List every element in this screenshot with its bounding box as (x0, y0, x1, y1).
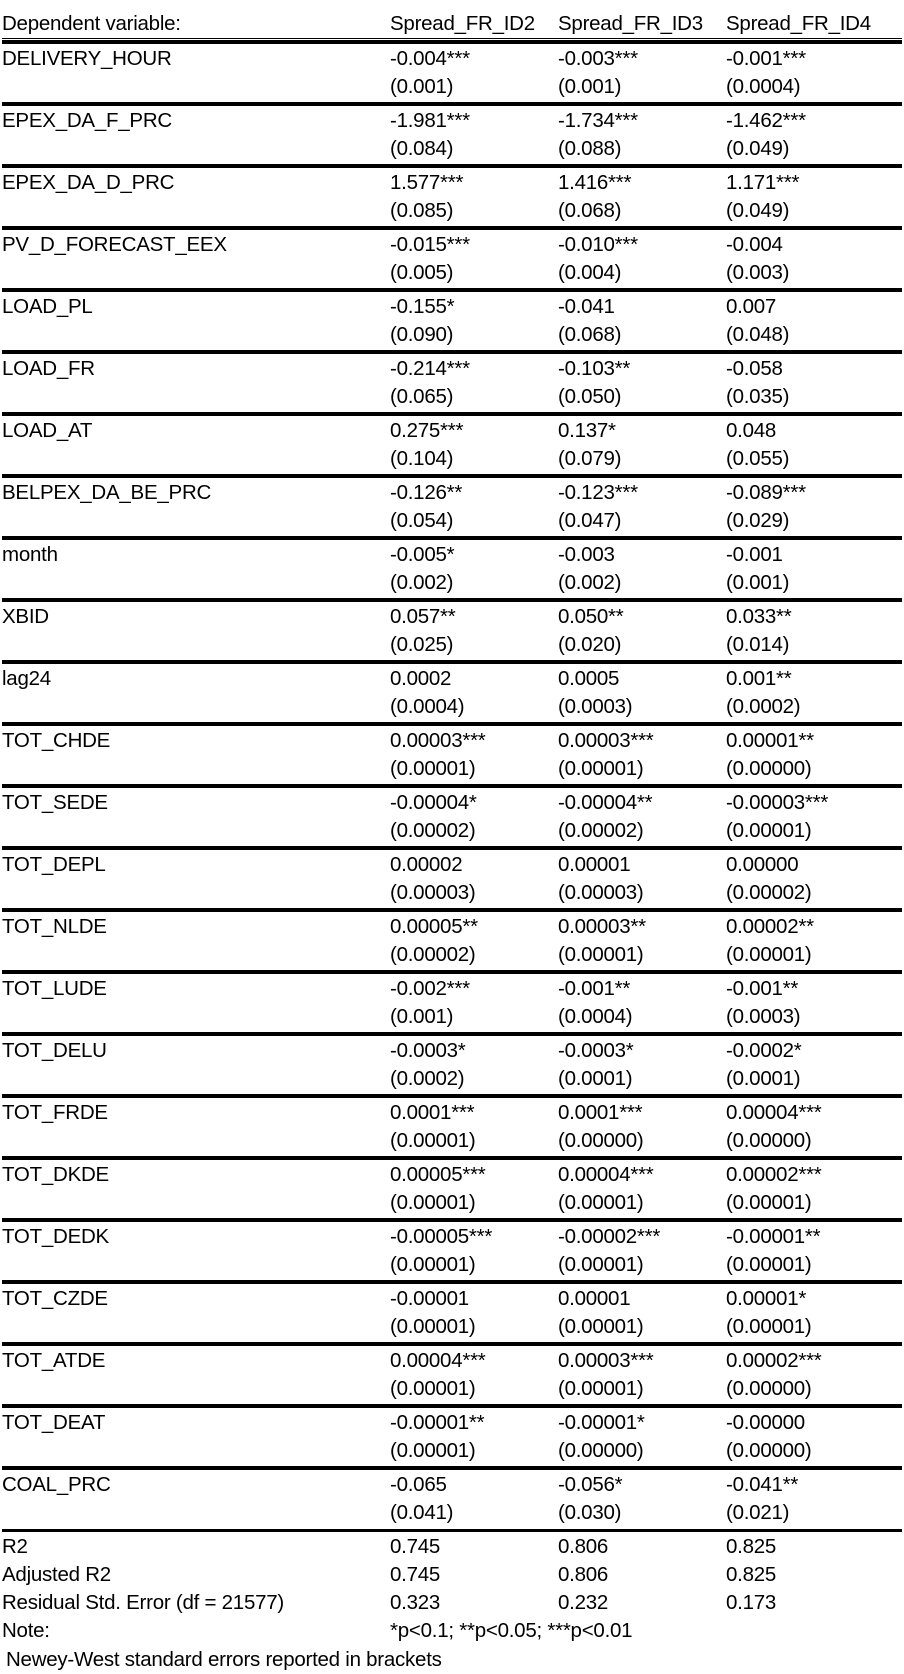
variable-name: PV_D_FORECAST_EEX (2, 233, 227, 256)
variable-name-spacer (2, 569, 390, 597)
standard-error-1: (0.041) (390, 1501, 454, 1524)
coefficient-estimate-2: 0.00003*** (558, 729, 654, 752)
standard-error-row (2, 445, 902, 473)
coefficient-estimate-3: -0.001 (726, 543, 783, 566)
variable-name-spacer (2, 693, 390, 721)
horizontal-rule (2, 1218, 902, 1222)
coefficient-estimate-1: -0.214*** (390, 357, 470, 380)
significance-legend: *p<0.1; **p<0.05; ***p<0.01 (390, 1619, 633, 1642)
variable-name: TOT_SEDE (2, 791, 108, 814)
coefficient-estimate-2: -0.00004** (558, 791, 653, 814)
horizontal-rule (2, 846, 902, 850)
coefficient-row (2, 1223, 902, 1251)
coefficient-estimate-3: 0.007 (726, 295, 777, 318)
coefficient-estimate-1: -0.002*** (390, 977, 470, 1000)
standard-error-3: (0.049) (726, 137, 790, 160)
standard-error-3: (0.003) (726, 261, 790, 284)
standard-error-1: (0.104) (390, 447, 454, 470)
coefficient-estimate-1: 0.275*** (390, 419, 464, 442)
coefficient-estimate-1: 0.00005*** (390, 1163, 486, 1186)
coefficient-estimate-3: 0.033** (726, 605, 792, 628)
coefficient-estimate-2: 0.0001*** (558, 1101, 643, 1124)
coefficient-estimate-1: 0.0001*** (390, 1101, 475, 1124)
statistic-value-2: 0.806 (558, 1535, 609, 1558)
horizontal-rule (2, 536, 902, 540)
standard-error-1: (0.00001) (390, 1315, 476, 1338)
coefficient-estimate-3: 0.00001* (726, 1287, 807, 1310)
coefficient-estimate-3: 1.171*** (726, 171, 800, 194)
variable-name-spacer (2, 73, 390, 101)
standard-error-2: (0.00003) (558, 881, 644, 904)
variable-name: TOT_CZDE (2, 1287, 108, 1310)
coefficient-row (2, 1409, 902, 1437)
standard-error-row (2, 817, 902, 845)
variable-name-spacer (2, 321, 390, 349)
variable-name: COAL_PRC (2, 1473, 111, 1496)
coefficient-estimate-3: -0.0002* (726, 1039, 802, 1062)
coefficient-estimate-2: -0.103** (558, 357, 631, 380)
standard-error-3: (0.00001) (726, 1315, 812, 1338)
coefficient-row (2, 293, 902, 321)
standard-error-row (2, 1437, 902, 1465)
coefficient-row (2, 603, 902, 631)
standard-error-3: (0.001) (726, 571, 790, 594)
horizontal-rule (2, 1529, 902, 1532)
variable-name-spacer (2, 755, 390, 783)
coefficient-row (2, 107, 902, 135)
coefficient-estimate-3: -0.041** (726, 1473, 799, 1496)
coefficient-row (2, 479, 902, 507)
standard-error-2: (0.00000) (558, 1439, 644, 1462)
variable-name: LOAD_PL (2, 295, 93, 318)
standard-error-1: (0.00001) (390, 1377, 476, 1400)
standard-error-row (2, 135, 902, 163)
coefficient-estimate-3: -0.001*** (726, 47, 806, 70)
standard-error-row (2, 1189, 902, 1217)
variable-name: TOT_ATDE (2, 1349, 106, 1372)
variable-name-spacer (2, 135, 390, 163)
standard-error-row (2, 259, 902, 287)
standard-error-2: (0.00001) (558, 1191, 644, 1214)
coefficient-estimate-1: -0.005* (390, 543, 455, 566)
coefficient-estimate-3: 0.00002** (726, 915, 814, 938)
horizontal-rule (2, 908, 902, 912)
horizontal-rule (2, 350, 902, 354)
coefficient-estimate-1: 0.00005** (390, 915, 478, 938)
horizontal-rule (2, 722, 902, 726)
variable-name-spacer (2, 1499, 390, 1527)
coefficient-estimate-2: 1.416*** (558, 171, 632, 194)
coefficient-row (2, 1471, 902, 1499)
coefficient-estimate-3: -0.089*** (726, 481, 806, 504)
horizontal-rule (2, 784, 902, 788)
standard-error-1: (0.002) (390, 571, 454, 594)
standard-error-3: (0.0002) (726, 695, 801, 718)
standard-error-3: (0.0004) (726, 75, 801, 98)
horizontal-rule (2, 102, 902, 106)
standard-error-3: (0.055) (726, 447, 790, 470)
variable-name: EPEX_DA_F_PRC (2, 109, 172, 132)
standard-error-1: (0.085) (390, 199, 454, 222)
variable-name-spacer (2, 259, 390, 287)
coefficient-estimate-3: -1.462*** (726, 109, 806, 132)
standard-error-3: (0.00000) (726, 757, 812, 780)
coefficient-estimate-1: -1.981*** (390, 109, 470, 132)
statistic-name: Adjusted R2 (2, 1563, 111, 1586)
coefficient-estimate-1: 0.00002 (390, 853, 463, 876)
horizontal-rule (2, 1342, 902, 1346)
coefficient-estimate-2: 0.00004*** (558, 1163, 654, 1186)
variable-name-spacer (2, 383, 390, 411)
standard-error-2: (0.0004) (558, 1005, 633, 1028)
coefficient-estimate-1: -0.155* (390, 295, 455, 318)
coefficient-estimate-2: 0.00001 (558, 853, 631, 876)
statistic-name: Residual Std. Error (df = 21577) (2, 1591, 284, 1614)
coefficient-estimate-1: -0.004*** (390, 47, 470, 70)
coefficient-estimate-2: 0.00001 (558, 1287, 631, 1310)
statistic-value-3: 0.173 (726, 1591, 777, 1614)
coefficient-row (2, 789, 902, 817)
coefficient-estimate-3: -0.00001** (726, 1225, 821, 1248)
coefficient-estimate-2: -0.00002*** (558, 1225, 661, 1248)
variable-name: TOT_DKDE (2, 1163, 109, 1186)
statistic-value-1: 0.745 (390, 1563, 441, 1586)
standard-error-row (2, 1127, 902, 1155)
standard-error-2: (0.001) (558, 75, 622, 98)
coefficient-row (2, 231, 902, 259)
standard-error-2: (0.00001) (558, 943, 644, 966)
coefficient-row (2, 1347, 902, 1375)
coefficient-row (2, 45, 902, 73)
dependent-variable-label: Dependent variable: (2, 10, 390, 39)
variable-name: TOT_LUDE (2, 977, 107, 1000)
standard-error-2: (0.050) (558, 385, 622, 408)
standard-error-3: (0.00001) (726, 819, 812, 842)
standard-error-2: (0.004) (558, 261, 622, 284)
coefficient-estimate-3: 0.00004*** (726, 1101, 822, 1124)
standard-error-1: (0.025) (390, 633, 454, 656)
standard-errors-note: Newey-West standard errors reported in brackets (6, 1648, 442, 1671)
coefficient-estimate-3: -0.058 (726, 357, 783, 380)
variable-name: BELPEX_DA_BE_PRC (2, 481, 212, 504)
horizontal-rule (2, 598, 902, 602)
standard-error-2: (0.088) (558, 137, 622, 160)
variable-name-spacer (2, 631, 390, 659)
statistic-row (2, 1561, 902, 1589)
regression-table (2, 10, 902, 1674)
standard-error-3: (0.00002) (726, 881, 812, 904)
horizontal-rule (2, 288, 902, 292)
variable-name-spacer (2, 1003, 390, 1031)
standard-error-1: (0.005) (390, 261, 454, 284)
coefficient-estimate-3: -0.001** (726, 977, 799, 1000)
horizontal-rule (2, 1156, 902, 1160)
horizontal-rule (2, 1280, 902, 1284)
standard-error-row (2, 693, 902, 721)
coefficient-estimate-1: -0.00001** (390, 1411, 485, 1434)
statistic-row (2, 1533, 902, 1561)
coefficient-estimate-1: -0.0003* (390, 1039, 466, 1062)
variable-name: TOT_NLDE (2, 915, 107, 938)
standard-error-3: (0.021) (726, 1501, 790, 1524)
standard-error-2: (0.068) (558, 199, 622, 222)
standard-error-3: (0.0001) (726, 1067, 801, 1090)
standard-error-3: (0.029) (726, 509, 790, 532)
variable-name: XBID (2, 605, 49, 628)
column-header-1: Spread_FR_ID2 (390, 10, 558, 39)
standard-error-3: (0.014) (726, 633, 790, 656)
coefficient-estimate-2: 0.00003*** (558, 1349, 654, 1372)
variable-name-spacer (2, 1251, 390, 1279)
coefficient-row (2, 851, 902, 879)
standard-error-row (2, 631, 902, 659)
coefficient-row (2, 727, 902, 755)
horizontal-rule (2, 40, 902, 44)
standard-error-1: (0.001) (390, 75, 454, 98)
statistic-value-2: 0.232 (558, 1591, 609, 1614)
standard-error-2: (0.00001) (558, 1377, 644, 1400)
coefficient-estimate-1: -0.00004* (390, 791, 477, 814)
standard-error-row (2, 1065, 902, 1093)
coefficient-estimate-1: 0.00003*** (390, 729, 486, 752)
coefficient-estimate-1: 0.057** (390, 605, 456, 628)
coefficient-row (2, 1285, 902, 1313)
variable-name-spacer (2, 879, 390, 907)
coefficient-row (2, 417, 902, 445)
coefficient-estimate-3: -0.00003*** (726, 791, 829, 814)
variable-name-spacer (2, 1127, 390, 1155)
variable-name: LOAD_FR (2, 357, 95, 380)
standard-error-row (2, 1251, 902, 1279)
standard-error-row (2, 569, 902, 597)
coefficient-row (2, 913, 902, 941)
standard-error-2: (0.00000) (558, 1129, 644, 1152)
variable-name: TOT_CHDE (2, 729, 111, 752)
variable-name: month (2, 543, 58, 566)
horizontal-rule (2, 474, 902, 478)
column-header-2: Spread_FR_ID3 (558, 10, 726, 39)
coefficient-estimate-2: -0.0003* (558, 1039, 634, 1062)
coefficient-estimate-1: 1.577*** (390, 171, 464, 194)
coefficient-row (2, 1037, 902, 1065)
coefficient-estimate-2: -0.041 (558, 295, 615, 318)
horizontal-rule (2, 970, 902, 974)
coefficient-row (2, 355, 902, 383)
standard-error-row (2, 383, 902, 411)
standard-error-3: (0.049) (726, 199, 790, 222)
statistic-row (2, 1589, 902, 1617)
standard-error-row (2, 755, 902, 783)
coefficient-estimate-1: -0.00001 (390, 1287, 469, 1310)
coefficient-estimate-3: -0.00000 (726, 1411, 805, 1434)
variable-name: TOT_DEDK (2, 1225, 109, 1248)
statistic-value-2: 0.806 (558, 1563, 609, 1586)
standard-error-2: (0.00001) (558, 1253, 644, 1276)
variable-name: DELIVERY_HOUR (2, 47, 172, 70)
standard-error-3: (0.048) (726, 323, 790, 346)
note-row (2, 1617, 902, 1645)
coefficient-estimate-2: 0.050** (558, 605, 624, 628)
standard-error-3: (0.0003) (726, 1005, 801, 1028)
variable-name: TOT_DEAT (2, 1411, 106, 1434)
standard-error-1: (0.00003) (390, 881, 476, 904)
standard-error-2: (0.020) (558, 633, 622, 656)
coefficient-estimate-2: -0.003*** (558, 47, 638, 70)
coefficient-estimate-2: 0.00003** (558, 915, 646, 938)
horizontal-rule (2, 412, 902, 416)
standard-error-3: (0.00001) (726, 1253, 812, 1276)
variable-name: TOT_FRDE (2, 1101, 108, 1124)
standard-error-row (2, 73, 902, 101)
coefficient-estimate-2: -0.056* (558, 1473, 623, 1496)
statistic-value-3: 0.825 (726, 1535, 777, 1558)
variable-name-spacer (2, 941, 390, 969)
horizontal-rule (2, 660, 902, 664)
standard-error-1: (0.00001) (390, 1439, 476, 1462)
standard-error-1: (0.00001) (390, 1129, 476, 1152)
coefficient-estimate-3: 0.048 (726, 419, 777, 442)
variable-name: lag24 (2, 667, 51, 690)
coefficient-row (2, 975, 902, 1003)
horizontal-rule (2, 1404, 902, 1408)
standard-error-2: (0.0003) (558, 695, 633, 718)
standard-error-row (2, 1313, 902, 1341)
coefficient-estimate-3: 0.001** (726, 667, 792, 690)
standard-error-2: (0.079) (558, 447, 622, 470)
coefficient-estimate-2: -1.734*** (558, 109, 638, 132)
standard-error-1: (0.00002) (390, 819, 476, 842)
coefficient-estimate-1: -0.00005*** (390, 1225, 493, 1248)
standard-error-row (2, 1499, 902, 1527)
statistic-name: R2 (2, 1535, 28, 1558)
standard-error-2: (0.030) (558, 1501, 622, 1524)
variable-name: TOT_DELU (2, 1039, 107, 1062)
coefficient-estimate-3: 0.00000 (726, 853, 799, 876)
coefficient-row (2, 1099, 902, 1127)
coefficient-row (2, 169, 902, 197)
coefficient-estimate-2: 0.137* (558, 419, 616, 442)
coefficient-estimate-3: -0.004 (726, 233, 783, 256)
horizontal-rule (2, 164, 902, 168)
standard-error-3: (0.00001) (726, 1191, 812, 1214)
variable-name-spacer (2, 197, 390, 225)
standard-error-1: (0.0002) (390, 1067, 465, 1090)
standard-error-1: (0.084) (390, 137, 454, 160)
coefficient-estimate-3: 0.00002*** (726, 1349, 822, 1372)
coefficient-row (2, 1161, 902, 1189)
standard-error-row (2, 1375, 902, 1403)
standard-error-row (2, 197, 902, 225)
horizontal-rule (2, 1032, 902, 1036)
variable-name-spacer (2, 1437, 390, 1465)
standard-error-row (2, 941, 902, 969)
coefficient-row (2, 665, 902, 693)
standard-error-2: (0.0001) (558, 1067, 633, 1090)
variable-name-spacer (2, 445, 390, 473)
standard-error-3: (0.00000) (726, 1129, 812, 1152)
standard-error-row (2, 879, 902, 907)
variable-name-spacer (2, 1313, 390, 1341)
table-header-row (2, 10, 902, 39)
variable-name-spacer (2, 1065, 390, 1093)
coefficient-estimate-2: 0.0005 (558, 667, 620, 690)
standard-error-3: (0.00000) (726, 1377, 812, 1400)
standard-error-1: (0.00001) (390, 757, 476, 780)
footer-note-row (2, 1645, 902, 1674)
standard-error-2: (0.002) (558, 571, 622, 594)
standard-error-3: (0.00001) (726, 943, 812, 966)
variable-name-spacer (2, 1189, 390, 1217)
coefficient-estimate-1: 0.00004*** (390, 1349, 486, 1372)
standard-error-1: (0.00002) (390, 943, 476, 966)
horizontal-rule (2, 226, 902, 230)
variable-name: EPEX_DA_D_PRC (2, 171, 175, 194)
standard-error-1: (0.0004) (390, 695, 465, 718)
horizontal-rule (2, 1466, 902, 1470)
statistic-value-3: 0.825 (726, 1563, 777, 1586)
coefficient-estimate-1: -0.065 (390, 1473, 447, 1496)
coefficient-estimate-3: 0.00001** (726, 729, 814, 752)
standard-error-row (2, 507, 902, 535)
standard-error-2: (0.00001) (558, 1315, 644, 1338)
standard-error-2: (0.00001) (558, 757, 644, 780)
standard-error-1: (0.00001) (390, 1253, 476, 1276)
coefficient-estimate-1: -0.126** (390, 481, 463, 504)
standard-error-3: (0.00000) (726, 1439, 812, 1462)
coefficient-estimate-2: -0.010*** (558, 233, 638, 256)
variable-name: LOAD_AT (2, 419, 93, 442)
coefficient-estimate-1: 0.0002 (390, 667, 452, 690)
variable-name-spacer (2, 507, 390, 535)
standard-error-2: (0.068) (558, 323, 622, 346)
note-label: Note: (2, 1619, 50, 1642)
coefficient-row (2, 541, 902, 569)
statistic-value-1: 0.745 (390, 1535, 441, 1558)
standard-error-1: (0.054) (390, 509, 454, 532)
variable-name-spacer (2, 817, 390, 845)
coefficient-estimate-2: -0.123*** (558, 481, 638, 504)
coefficient-estimate-3: 0.00002*** (726, 1163, 822, 1186)
column-header-3: Spread_FR_ID4 (726, 10, 902, 39)
horizontal-rule (2, 1094, 902, 1098)
variable-name: TOT_DEPL (2, 853, 106, 876)
coefficient-estimate-1: -0.015*** (390, 233, 470, 256)
coefficient-estimate-2: -0.00001* (558, 1411, 645, 1434)
statistic-value-1: 0.323 (390, 1591, 441, 1614)
coefficient-estimate-2: -0.003 (558, 543, 615, 566)
variable-name-spacer (2, 1375, 390, 1403)
standard-error-1: (0.00001) (390, 1191, 476, 1214)
standard-error-1: (0.065) (390, 385, 454, 408)
standard-error-3: (0.035) (726, 385, 790, 408)
standard-error-2: (0.047) (558, 509, 622, 532)
standard-error-2: (0.00002) (558, 819, 644, 842)
standard-error-1: (0.001) (390, 1005, 454, 1028)
standard-error-row (2, 1003, 902, 1031)
standard-error-1: (0.090) (390, 323, 454, 346)
standard-error-row (2, 321, 902, 349)
coefficient-estimate-2: -0.001** (558, 977, 631, 1000)
